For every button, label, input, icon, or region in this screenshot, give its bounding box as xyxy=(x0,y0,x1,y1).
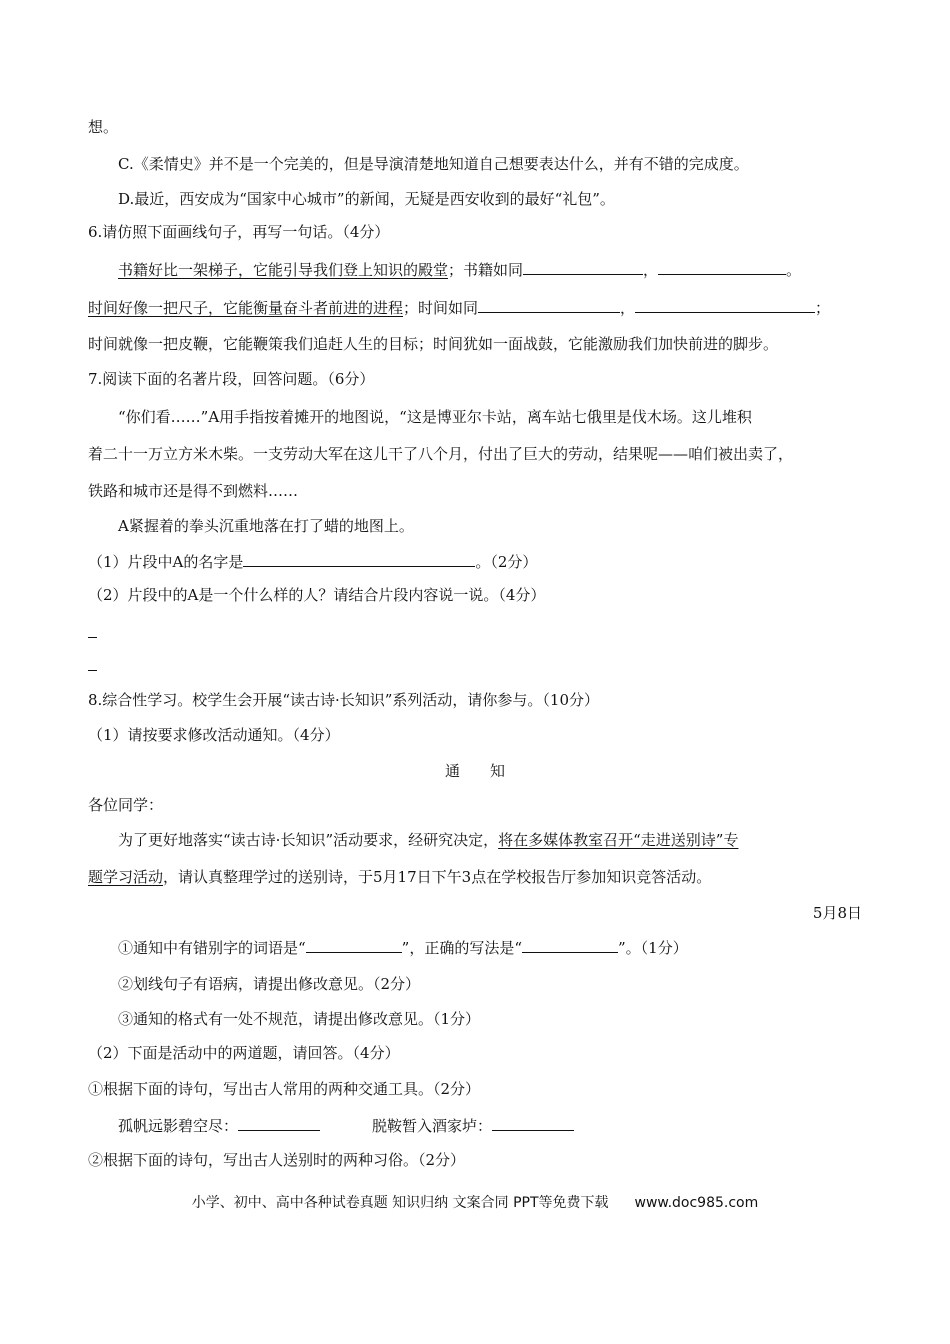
q8-item-1 xyxy=(118,937,688,958)
page-footer xyxy=(0,1192,950,1212)
underlined-sentence: 题学习活动 xyxy=(88,868,164,886)
excerpt-line: 铁路和城市还是得不到燃料…… xyxy=(88,482,299,500)
answer-blank[interactable] xyxy=(658,259,786,275)
footer-link[interactable]: www.doc985.com xyxy=(634,1195,759,1211)
q7-sub-2: （2）片段中的A是一个什么样的人？请结合片段内容说一说。（4分） xyxy=(88,586,546,604)
excerpt-line: 着二十一万立方米木柴。一支劳动大军在这儿干了八个月，付出了巨大的劳动，结果呢——咱们被出卖了， xyxy=(88,445,794,463)
text-fragment: ；书籍如同 xyxy=(448,261,524,279)
text-fragment: 为了更好地落实“读古诗·长知识”活动要求，经研究决定， xyxy=(118,831,499,849)
poem-verse: 脱鞍暂入酒家垆： xyxy=(372,1117,493,1135)
notice-greeting: 各位同学： xyxy=(88,796,164,814)
q6-example-line-3: 时间就像一把皮鞭，它能鞭策我们追赶人生的目标；时间犹如一面战鼓，它能激励我们加快前进的脚步。 xyxy=(88,335,779,353)
poem-verse: 孤帆远影碧空尽： xyxy=(118,1117,239,1135)
poem-line xyxy=(118,1115,574,1136)
q6-example-line-2 xyxy=(88,297,830,318)
text-fragment: ”。（1分） xyxy=(618,939,688,957)
q8-item-2: ②划线句子有语病，请提出修改意见。（2分） xyxy=(118,975,421,993)
text-fragment: ， xyxy=(643,261,659,279)
underlined-sentence: 书籍好比一架梯子，它能引导我们登上知识的殿堂 xyxy=(118,261,449,279)
option-c: C.《柔情史》并不是一个完美的，但是导演清楚地知道自己想要表达什么，并有不错的完成度。 xyxy=(118,155,749,173)
q8-sub-2-item-2: ②根据下面的诗句，写出古人送别时的两种习俗。（2分） xyxy=(88,1151,466,1169)
q8-sub-2-item-1: ①根据下面的诗句，写出古人常用的两种交通工具。（2分） xyxy=(88,1080,481,1098)
q8-sub-2: （2）下面是活动中的两道题，请回答。（4分） xyxy=(88,1044,400,1062)
notice-date: 5月8日 xyxy=(812,904,862,922)
text-fragment: （1）片段中A的名字是 xyxy=(88,553,244,571)
text-fragment: ①通知中有错别字的词语是“ xyxy=(118,939,306,957)
notice-title: 通 知 xyxy=(444,762,505,780)
answer-line-mark xyxy=(88,670,97,671)
answer-blank[interactable] xyxy=(238,1115,320,1131)
underlined-sentence: 时间好像一把尺子，它能衡量奋斗者前进的进程 xyxy=(88,299,404,317)
notice-body-line-2 xyxy=(88,867,711,887)
q6-example-line-1 xyxy=(118,259,801,280)
answer-blank[interactable] xyxy=(522,937,618,953)
answer-blank[interactable] xyxy=(523,259,643,275)
answer-blank[interactable] xyxy=(478,297,620,313)
q8-sub-1: （1）请按要求修改活动通知。（4分） xyxy=(88,726,340,744)
text-fragment: ；时间如同 xyxy=(403,299,479,317)
q7-sub-1 xyxy=(88,551,537,572)
answer-blank[interactable] xyxy=(635,297,815,313)
notice-body-line-1 xyxy=(118,830,738,850)
text-fragment: ，请认真整理学过的送别诗，于5月17日下午3点在学校报告厅参加知识竞答活动。 xyxy=(163,868,712,886)
text-fragment: ”，正确的写法是“ xyxy=(401,939,523,957)
answer-blank[interactable] xyxy=(492,1115,574,1131)
text-line: 想。 xyxy=(88,118,119,136)
text-fragment: 。 xyxy=(786,261,802,279)
text-fragment: ； xyxy=(815,299,831,317)
text-fragment: 。（2分） xyxy=(475,553,538,571)
excerpt-line: A紧握着的拳头沉重地落在打了蜡的地图上。 xyxy=(118,517,414,535)
underlined-sentence: 将在多媒体教室召开“走进送别诗”专 xyxy=(498,831,739,849)
answer-blank[interactable] xyxy=(243,551,475,567)
option-d: D.最近，西安成为“国家中心城市”的新闻，无疑是西安收到的最好“礼包”。 xyxy=(118,190,615,208)
q8-item-3: ③通知的格式有一处不规范，请提出修改意见。（1分） xyxy=(118,1010,481,1028)
question-6-title: 6.请仿照下面画线句子，再写一句话。（4分） xyxy=(88,223,390,241)
answer-blank[interactable] xyxy=(306,937,402,953)
answer-line-mark xyxy=(88,637,97,638)
excerpt-line: “你们看……”A用手指按着摊开的地图说，“这是博亚尔卡站，离车站七俄里是伐木场。这儿堆积 xyxy=(118,408,752,426)
text-fragment: ， xyxy=(620,299,636,317)
question-7-title: 7.阅读下面的名著片段，回答问题。（6分） xyxy=(88,370,375,388)
footer-text: 小学、初中、高中各种试卷真题 知识归纳 文案合同 PPT等免费下载 xyxy=(191,1195,609,1211)
question-8-title: 8.综合性学习。校学生会开展“读古诗·长知识”系列活动，请你参与。（10分） xyxy=(88,691,600,709)
